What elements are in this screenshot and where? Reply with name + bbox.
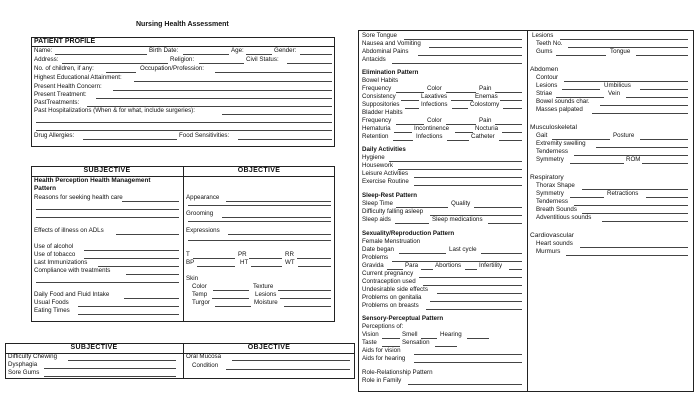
sore-gums-label: Sore Gums <box>8 369 40 376</box>
form-title: Nursing Health Assessment <box>136 21 229 28</box>
bowel-sounds-field[interactable] <box>600 105 688 106</box>
heart-sounds-field[interactable] <box>580 247 688 248</box>
civil-status-field[interactable] <box>287 63 332 64</box>
patient-profile-heading: PATIENT PROFILE <box>34 38 96 45</box>
abdomen-heading: Abdomen <box>530 66 559 73</box>
religion-field[interactable] <box>199 63 244 64</box>
infections-field[interactable] <box>452 108 468 109</box>
posture-field[interactable] <box>640 139 688 140</box>
adls-field[interactable] <box>116 234 179 235</box>
hygiene-label: Hygiene <box>362 154 385 161</box>
past-hospitalizations-line-3[interactable] <box>36 130 332 131</box>
t-field[interactable] <box>193 258 235 259</box>
nocturia-label: Nocturia <box>475 125 499 132</box>
ht-label: HT <box>240 259 249 266</box>
tenderness-label: Tenderness <box>536 148 568 155</box>
present-concern-label: Present Health Concern: <box>34 83 102 90</box>
grooming-field[interactable] <box>222 217 331 218</box>
last-cycle-label: Last cycle <box>449 246 477 253</box>
sore-tongue-field[interactable] <box>404 39 522 40</box>
abdominal-pains-label: Abdominal Pains <box>362 48 409 55</box>
bowel-frequency-field[interactable] <box>396 92 424 93</box>
reasons-field[interactable] <box>122 201 179 202</box>
bp-label: BP <box>186 259 195 266</box>
umbilicus-label: Umbilicus <box>604 82 631 89</box>
lesions-label: Lesions <box>255 291 277 298</box>
sensory-heading: Sensory-Perceptual Pattern <box>362 315 444 322</box>
taste-label: Taste <box>362 339 377 346</box>
extremity-swelling-field[interactable] <box>596 147 688 148</box>
present-treatment-label: Present Treatment: <box>34 91 87 98</box>
moisture-label: Moisture <box>254 299 278 306</box>
teeth-label: Teeth No. <box>536 40 563 47</box>
grooming-label: Grooming <box>186 210 214 217</box>
laxatives-label: Laxatives <box>421 93 448 100</box>
religion-label: Religion: <box>170 56 195 63</box>
rom-field[interactable] <box>642 163 688 164</box>
sensation-label: Sensation <box>402 339 430 346</box>
reasons-line-2[interactable] <box>36 209 179 210</box>
para-label: Para <box>405 262 419 269</box>
civil-status-label: Civil Status: <box>246 56 279 63</box>
compliance-line-2[interactable] <box>36 282 179 283</box>
resp-tenderness-label: Tenderness <box>536 198 568 205</box>
adventitious-field[interactable] <box>602 221 688 222</box>
education-field[interactable] <box>134 81 332 82</box>
housework-label: Housework <box>362 162 393 169</box>
texture-label: Texture <box>253 283 274 290</box>
symmetry-label: Symmetry <box>536 156 564 163</box>
bladder-pain-label: Pain <box>479 117 492 124</box>
date-began-field[interactable] <box>399 253 446 254</box>
t-label: T <box>186 251 190 258</box>
side-effects-label: Undesirable side effects <box>362 286 428 293</box>
oral-mucosa-field[interactable] <box>232 360 350 361</box>
retractions-label: Retractions <box>607 190 639 197</box>
texture-field[interactable] <box>278 290 331 291</box>
daily-activities-heading: Daily Activities <box>362 146 406 153</box>
expressions-line-2[interactable] <box>188 240 331 241</box>
bladder-habits-label: Bladder Habits <box>362 109 403 116</box>
bowel-habits-label: Bowel Habits <box>362 77 399 84</box>
bladder-frequency-label: Frequency <box>362 117 392 124</box>
address-field[interactable] <box>62 63 168 64</box>
date-began-label: Date began <box>362 246 394 253</box>
temp-label: Temp <box>192 291 208 298</box>
perceptions-label: Perceptions of: <box>362 323 404 330</box>
suppositories-field[interactable] <box>405 108 419 109</box>
current-pregnancy-label: Current pregnancy <box>362 270 414 277</box>
birth-date-field[interactable] <box>183 54 229 55</box>
abortions-field[interactable] <box>465 269 477 270</box>
bowel-color-field[interactable] <box>446 92 476 93</box>
sleep-time-label: Sleep Time <box>362 200 393 207</box>
abdomen-lesions-label: Lesions <box>536 82 558 89</box>
condition-label: Condition <box>192 362 219 369</box>
bladder-color-label: Color <box>427 117 442 124</box>
gender-label: Gender: <box>274 47 297 54</box>
consistency-field[interactable] <box>401 100 419 101</box>
food-sensitivities-field[interactable] <box>238 139 332 140</box>
exercise-field[interactable] <box>414 185 522 186</box>
alcohol-label: Use of alcohol <box>34 243 74 250</box>
name-field[interactable] <box>55 54 147 55</box>
striae-label: Striae <box>536 90 553 97</box>
role-family-label: Role in Family <box>362 377 402 384</box>
bp-field[interactable] <box>197 266 235 267</box>
expressions-field[interactable] <box>228 234 331 235</box>
usual-foods-label: Usual Foods <box>34 299 69 306</box>
breasts-label: Problems on breasts <box>362 302 419 309</box>
colostomy-field[interactable] <box>503 108 522 109</box>
resp-tenderness-field[interactable] <box>574 205 688 206</box>
hearing-field[interactable] <box>467 338 489 339</box>
occupation-field[interactable] <box>215 72 332 73</box>
vision-field[interactable] <box>382 338 400 339</box>
housework-field[interactable] <box>398 169 522 170</box>
retention-label: Retention <box>362 133 389 140</box>
gravida-label: Gravida <box>362 262 384 269</box>
infections-label: Infections <box>421 101 448 108</box>
bladder-pain-field[interactable] <box>495 124 522 125</box>
hearing-label: Hearing <box>440 331 462 338</box>
drug-allergies-field[interactable] <box>83 139 177 140</box>
infertility-field[interactable] <box>509 269 522 270</box>
sore-gums-field[interactable] <box>44 376 176 377</box>
objective-heading: OBJECTIVE <box>237 167 281 174</box>
dysphagia-field[interactable] <box>44 368 176 369</box>
gums-field[interactable] <box>556 55 606 56</box>
enemas-field[interactable] <box>500 100 522 101</box>
food-sensitivities-label: Food Sensitivities: <box>179 132 230 139</box>
compliance-field[interactable] <box>126 274 179 275</box>
bowel-pain-field[interactable] <box>495 92 522 93</box>
mouth-lesions-label: Lesions <box>532 32 554 39</box>
age-field[interactable] <box>246 54 272 55</box>
color-field[interactable] <box>213 290 249 291</box>
difficulty-chewing-field[interactable] <box>68 360 176 361</box>
cardiovascular-heading: Cardiovascular <box>530 232 574 239</box>
adventitious-label: Adventitious sounds <box>536 214 592 221</box>
thorax-label: Thorax Shape <box>536 182 575 189</box>
contraception-field[interactable] <box>423 285 522 286</box>
contraception-label: Contraception used <box>362 278 416 285</box>
pr-label: PR <box>238 251 247 258</box>
present-treatment-field[interactable] <box>96 98 332 99</box>
tongue-field[interactable] <box>636 55 688 56</box>
sleep-medications-field[interactable] <box>488 223 522 224</box>
genitalia-label: Problems on genitalia <box>362 294 422 301</box>
masses-label: Masses palpated <box>536 106 583 113</box>
antacids-label: Antacids <box>362 56 386 63</box>
address-label: Address: <box>34 56 59 63</box>
infections-2-field[interactable] <box>447 140 469 141</box>
gender-field[interactable] <box>300 54 332 55</box>
masses-field[interactable] <box>592 113 688 114</box>
gait-label: Gait <box>536 132 548 139</box>
extremity-swelling-label: Extremity swelling <box>536 140 586 147</box>
abdominal-pains-field[interactable] <box>418 55 522 56</box>
grooming-line-2[interactable] <box>188 221 331 222</box>
subjective-heading-2: SUBJECTIVE <box>70 344 118 351</box>
sensation-field[interactable] <box>435 346 457 347</box>
rom-label: ROM <box>626 156 641 163</box>
difficulty-chewing-label: Difficulty Chewing <box>8 353 58 360</box>
sore-tongue-label: Sore Tongue <box>362 32 397 39</box>
subjective-heading: SUBJECTIVE <box>83 167 131 174</box>
elimination-heading: Elimination Pattern <box>362 69 419 76</box>
infections-2-label: Infections <box>416 133 443 140</box>
abdomen-lesions-field[interactable] <box>562 89 600 90</box>
birth-date-label: Birth Date: <box>149 47 179 54</box>
health-perception-heading-line2: Pattern <box>34 185 57 192</box>
catheter-field[interactable] <box>499 140 522 141</box>
health-perception-heading: Health Perception Health Management <box>34 177 151 184</box>
murmurs-field[interactable] <box>566 255 688 256</box>
aids-vision-label: Aids for vision <box>362 347 401 354</box>
bowel-pain-label: Pain <box>479 85 492 92</box>
present-concern-field[interactable] <box>113 90 332 91</box>
resp-symmetry-field[interactable] <box>570 197 604 198</box>
name-label: Name: <box>34 47 53 54</box>
tongue-label: Tongue <box>610 48 631 55</box>
role-family-field[interactable] <box>408 384 522 385</box>
breath-sounds-label: Breath Sounds <box>536 206 577 213</box>
appearance-field[interactable] <box>226 201 331 202</box>
posture-label: Posture <box>613 132 635 139</box>
eating-times-label: Eating Times <box>34 307 70 314</box>
breath-sounds-field[interactable] <box>582 213 688 214</box>
vein-field[interactable] <box>626 97 688 98</box>
bowel-color-label: Color <box>427 85 442 92</box>
abortions-label: Abortions <box>435 262 462 269</box>
hygiene-field[interactable] <box>389 161 522 162</box>
suppositories-label: Suppositories <box>362 101 400 108</box>
contour-label: Contour <box>536 74 559 81</box>
last-cycle-field[interactable] <box>481 253 522 254</box>
wt-field[interactable] <box>298 266 331 267</box>
heart-sounds-label: Heart sounds <box>536 240 573 247</box>
resp-symmetry-label: Symmetry <box>536 190 564 197</box>
colostomy-label: Colostomy <box>470 101 500 108</box>
tobacco-label: Use of tobacco <box>34 251 76 258</box>
menstruation-label: Female Menstruation <box>362 238 421 245</box>
rr-field[interactable] <box>297 258 331 259</box>
turgor-label: Turgor <box>192 299 210 306</box>
moisture-field[interactable] <box>284 306 331 307</box>
reasons-label: Reasons for seeking health care <box>34 194 123 201</box>
expressions-label: Expressions <box>186 227 220 234</box>
incontinence-label: Incontinence <box>414 125 450 132</box>
aids-hearing-field[interactable] <box>414 362 522 363</box>
nausea-field[interactable] <box>429 47 522 48</box>
difficulty-asleep-label: Difficulty falling asleep <box>362 208 424 215</box>
education-label: Highest Educational Attainment: <box>34 74 122 81</box>
past-hospitalizations-line-2[interactable] <box>36 122 332 123</box>
alcohol-field[interactable] <box>84 250 179 251</box>
mouth-lesions-field[interactable] <box>560 39 688 40</box>
past-treatments-label: PastTreatments: <box>34 99 80 106</box>
occupation-label: Occupation/Profession: <box>140 65 204 72</box>
aids-hearing-label: Aids for hearing <box>362 355 406 362</box>
infertility-label: Infertility <box>479 262 503 269</box>
daily-food-field[interactable] <box>124 298 179 299</box>
hematuria-field[interactable] <box>394 132 412 133</box>
quality-label: Quality <box>451 200 471 207</box>
bowel-frequency-label: Frequency <box>362 85 392 92</box>
breasts-field[interactable] <box>426 309 522 310</box>
reasons-line-3[interactable] <box>36 217 179 218</box>
compliance-label: Compliance with treatments <box>34 267 111 274</box>
tobacco-field[interactable] <box>84 258 179 259</box>
sleep-aids-field[interactable] <box>395 223 429 224</box>
leisure-label: Leisure Activities <box>362 170 409 177</box>
murmurs-label: Murmurs <box>536 248 561 255</box>
antacids-field[interactable] <box>392 63 522 64</box>
lesions-field[interactable] <box>280 298 331 299</box>
quality-field[interactable] <box>474 207 522 208</box>
current-pregnancy-field[interactable] <box>419 277 522 278</box>
aids-vision-field[interactable] <box>414 354 522 355</box>
musculoskeletal-heading: Musculoskeletal <box>530 124 577 131</box>
sleep-medications-label: Sleep medications <box>432 216 483 223</box>
turgor-field[interactable] <box>215 306 251 307</box>
oral-mucosa-label: Oral Mucosa <box>186 353 222 360</box>
dysphagia-label: Dysphagia <box>8 361 38 368</box>
umbilicus-field[interactable] <box>640 89 688 90</box>
exercise-label: Exercise Routine <box>362 178 409 185</box>
side-effects-field[interactable] <box>437 293 522 294</box>
children-field[interactable] <box>106 72 136 73</box>
temp-field[interactable] <box>212 298 249 299</box>
immunizations-label: Last Immunizations <box>34 259 88 266</box>
bladder-color-field[interactable] <box>446 124 476 125</box>
past-hospitalizations-field[interactable] <box>222 114 332 115</box>
retractions-field[interactable] <box>646 197 688 198</box>
retention-field[interactable] <box>393 140 413 141</box>
usual-foods-field[interactable] <box>78 306 179 307</box>
enemas-label: Enemas <box>475 93 498 100</box>
color-label: Color <box>192 283 207 290</box>
rr-label: RR <box>285 251 294 258</box>
respiratory-heading: Respiratory <box>530 174 564 181</box>
sleep-aids-label: Sleep aids <box>362 216 391 223</box>
symmetry-field[interactable] <box>570 163 624 164</box>
drug-allergies-label: Drug Allergies: <box>34 132 75 139</box>
consistency-label: Consistency <box>362 93 396 100</box>
smell-label: Smell <box>402 331 418 338</box>
pr-field[interactable] <box>249 258 282 259</box>
catheter-label: Catheter <box>471 133 495 140</box>
vein-label: Vein <box>608 90 621 97</box>
nocturia-field[interactable] <box>502 132 522 133</box>
objective-heading-2: OBJECTIVE <box>247 344 291 351</box>
appearance-line-2[interactable] <box>188 205 331 206</box>
gums-label: Gums <box>536 48 553 55</box>
nausea-label: Nausea and Vomiting <box>362 40 421 47</box>
wt-label: WT <box>285 259 295 266</box>
past-hospitalizations-label: Past Hospitalizations (When & for what, include surgeries): <box>34 107 195 114</box>
eating-times-field[interactable] <box>78 314 179 315</box>
appearance-label: Appearance <box>186 194 220 201</box>
skin-label: Skin <box>186 275 199 282</box>
genitalia-field[interactable] <box>430 301 522 302</box>
children-label: No. of children, if any: <box>34 65 94 72</box>
problems-label: Problems <box>362 254 389 261</box>
leisure-field[interactable] <box>414 177 522 178</box>
bowel-sounds-label: Bowel sounds char. <box>536 98 590 105</box>
para-field[interactable] <box>421 269 433 270</box>
role-relationship-heading: Role-Relationship Pattern <box>362 369 433 376</box>
sleep-rest-heading: Sleep-Rest Pattern <box>362 192 418 199</box>
vision-label: Vision <box>362 331 379 338</box>
ht-field[interactable] <box>251 266 282 267</box>
daily-food-label: Daily Food and Fluid Intake <box>34 291 110 298</box>
age-label: Age: <box>231 47 244 54</box>
sexuality-heading: Sexuality/Reproduction Pattern <box>362 230 455 237</box>
condition-field[interactable] <box>226 369 350 370</box>
hematuria-label: Hematuria <box>362 125 391 132</box>
adls-label: Effects of illness on ADLs <box>34 227 104 234</box>
